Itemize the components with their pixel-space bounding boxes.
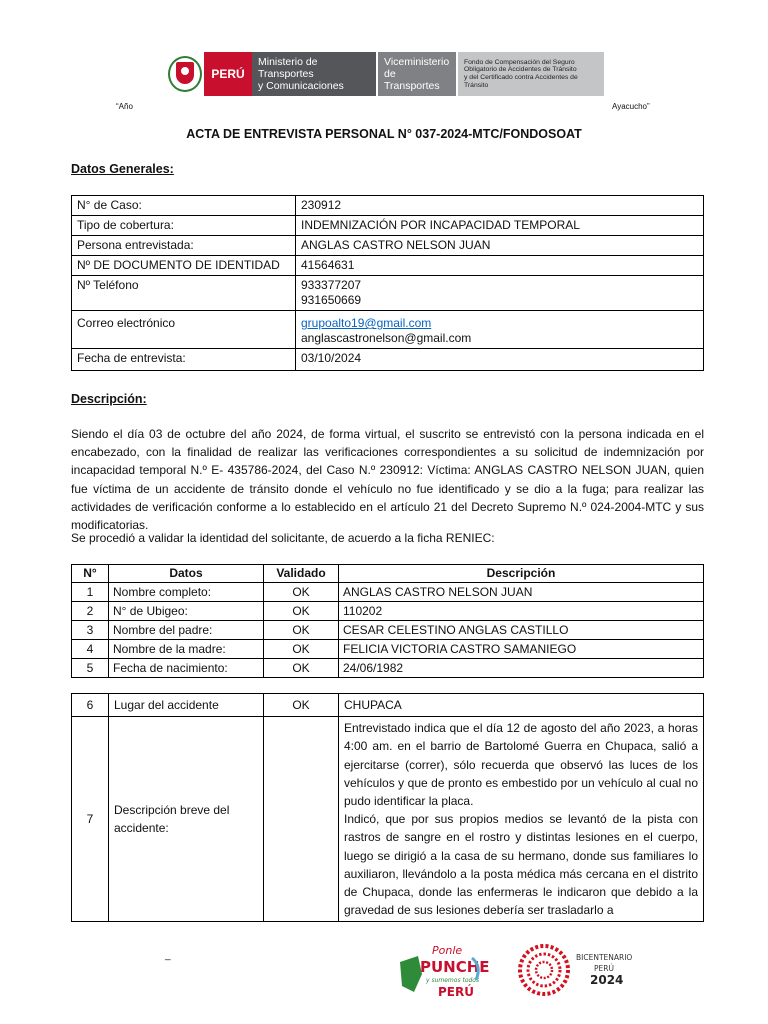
bicentenario-year-text: 2024 <box>590 973 624 987</box>
year-motto-left: “Año <box>116 102 133 111</box>
table-row <box>72 276 704 311</box>
accident-narrative-1: Entrevistado indica que el día 12 de agosto del año 2023, a horas 4:00 am. en el barrio de Bartolomé Guerra en Chupaca, salió a ejercitarse (correr), sólo recuerda que observó las luces de los vehículos y que de pronto es embestido por un vehículo al cual no pudo identificar la placa. <box>344 721 698 809</box>
col-validado: Validado <box>264 565 339 583</box>
general-data-table <box>71 195 704 371</box>
table-row <box>72 621 704 640</box>
email-link[interactable]: grupoalto19@gmail.com <box>301 316 432 330</box>
row-dato: Nombre del padre: <box>109 621 264 640</box>
peru-text: PERÚ <box>438 985 474 999</box>
interviewee-label: Persona entrevistada: <box>72 236 296 256</box>
row-validado: OK <box>264 659 339 678</box>
email-2: anglascastronelson@gmail.com <box>301 331 472 345</box>
row-validado: OK <box>264 621 339 640</box>
bicentenario-logo <box>512 940 652 1000</box>
row-number: 6 <box>72 694 109 717</box>
header-logo-bar <box>166 52 604 96</box>
row-validado: OK <box>264 602 339 621</box>
year-motto-right: Ayacucho” <box>612 102 650 111</box>
table-header-row <box>72 565 704 583</box>
interviewee-value: ANGLAS CASTRO NELSON JUAN <box>296 236 704 256</box>
row-desc: ANGLAS CASTRO NELSON JUAN <box>339 583 704 602</box>
row-number: 1 <box>72 583 109 602</box>
table-row <box>72 640 704 659</box>
ministry-label <box>252 52 378 96</box>
row-number: 7 <box>72 717 109 922</box>
case-label: N° de Caso: <box>72 196 296 216</box>
row-number: 3 <box>72 621 109 640</box>
row-dato: Descripción breve del accidente: <box>109 717 264 922</box>
ministry-line-1: Ministerio de Transportes <box>258 56 318 80</box>
reniec-intro: Se procedió a validar la identidad del solicitante, de acuerdo a la ficha RENIEC: <box>71 531 495 545</box>
fondo-line-4: Tránsito <box>464 81 489 89</box>
table-row <box>72 216 704 236</box>
table-row <box>72 349 704 371</box>
email-value <box>296 311 704 349</box>
col-descripcion: Descripción <box>339 565 704 583</box>
bicentenario-text: BICENTENARIO <box>576 953 633 962</box>
interview-date-label: Fecha de entrevista: <box>72 349 296 371</box>
row-validado <box>264 717 339 922</box>
punche-text: PUNCHE <box>420 958 490 976</box>
peru-map-icon <box>400 956 422 992</box>
fondo-line-2: Obligatorio de Accidentes de Tránsito <box>464 66 577 74</box>
coverage-value: INDEMNIZACIÓN POR INCAPACIDAD TEMPORAL <box>296 216 704 236</box>
id-document-value: 41564631 <box>296 256 704 276</box>
phone-1: 933377207 <box>301 278 362 292</box>
email-label: Correo electrónico <box>72 311 296 349</box>
fondo-line-3: y del Certificado contra Accidentes de <box>464 74 578 81</box>
row-desc <box>339 717 704 922</box>
accident-table <box>71 693 704 922</box>
table-row <box>72 602 704 621</box>
row-number: 5 <box>72 659 109 678</box>
phone-value <box>296 276 704 311</box>
table-row <box>72 236 704 256</box>
phone-label: Nº Teléfono <box>72 276 296 311</box>
col-number: N° <box>72 565 109 583</box>
row-validado: OK <box>264 640 339 659</box>
table-row <box>72 583 704 602</box>
coat-of-arms-icon <box>166 52 204 96</box>
ponle-punche-logo <box>392 940 492 1000</box>
table-row <box>72 659 704 678</box>
row-dato: Nombre de la madre: <box>109 640 264 659</box>
document-title: ACTA DE ENTREVISTA PERSONAL N° 037-2024-MTC/FONDOSOAT <box>186 127 582 141</box>
row-desc: 24/06/1982 <box>339 659 704 678</box>
table-row <box>72 311 704 349</box>
ponle-text: Ponle <box>432 944 463 957</box>
table-row <box>72 196 704 216</box>
bicentenario-peru-text: PERÚ <box>594 964 614 973</box>
description-heading: Descripción: <box>71 392 147 406</box>
row-dato: Lugar del accidente <box>109 694 264 717</box>
row-desc: CESAR CELESTINO ANGLAS CASTILLO <box>339 621 704 640</box>
col-datos: Datos <box>109 565 264 583</box>
row-dato: Fecha de nacimiento: <box>109 659 264 678</box>
table-row <box>72 717 704 922</box>
table-row <box>72 694 704 717</box>
fondo-label <box>458 52 604 96</box>
reniec-table <box>71 564 704 678</box>
row-desc: 110202 <box>339 602 704 621</box>
coverage-label: Tipo de cobertura: <box>72 216 296 236</box>
general-data-heading: Datos Generales: <box>71 162 174 176</box>
case-value: 230912 <box>296 196 704 216</box>
bicentenario-emblem-icon <box>520 946 568 994</box>
footer-dash: _ <box>165 950 171 961</box>
peru-label: PERÚ <box>204 52 252 96</box>
description-paragraph: Siendo el día 03 de octubre del año 2024, de forma virtual, el suscrito se entrevistó con la persona indicada en el encabezado, con la finalidad de realizar las verificaciones correspondientes a su solicitud de indemnización por incapacidad temporal N.º E- 435786-2024, del Caso N.º 230912: Víctima: ANGLAS CASTRO NELSON JUAN, quien fue víctima de un accidente de tránsito donde el vehículo no fue identificado y se dio a la fuga; para realizar las actividades de verificación conforme a lo establecido en el artículo 21 del Decreto Supremo N.º 024-2004-MTC y sus modificatorias. <box>71 427 704 533</box>
row-validado: OK <box>264 694 339 717</box>
accident-narrative-2: Indicó, que por sus propios medios se levantó de la pista con rastros de sangre en el rostro y distintas lesiones en el cuerpo, luego se dirigió a la casa de su hermano, donde sus familiares lo auxiliaron, llevándolo a la posta médica más cercana en el distrito de Chupaca, donde las enfermeras le indicaron que debido a la gravedad de sus lesiones debería ser trasladarlo a <box>344 812 698 918</box>
row-number: 2 <box>72 602 109 621</box>
ministry-line-2: y Comunicaciones <box>258 80 344 92</box>
row-dato: Nombre completo: <box>109 583 264 602</box>
row-dato: N° de Ubigeo: <box>109 602 264 621</box>
fondo-line-1: Fondo de Compensación del Seguro <box>464 58 575 66</box>
row-desc: FELICIA VICTORIA CASTRO SAMANIEGO <box>339 640 704 659</box>
slogan-text: y sumemos todos <box>426 977 480 984</box>
viceministry-label <box>378 52 458 96</box>
phone-2: 931650669 <box>301 293 362 307</box>
table-row <box>72 256 704 276</box>
viceministry-line-1: Viceministerio <box>384 56 450 68</box>
row-desc: CHUPACA <box>339 694 704 717</box>
interview-date-value: 03/10/2024 <box>296 349 704 371</box>
row-validado: OK <box>264 583 339 602</box>
id-document-label: Nº DE DOCUMENTO DE IDENTIDAD <box>72 256 296 276</box>
viceministry-line-2: de Transportes <box>384 68 440 92</box>
row-number: 4 <box>72 640 109 659</box>
